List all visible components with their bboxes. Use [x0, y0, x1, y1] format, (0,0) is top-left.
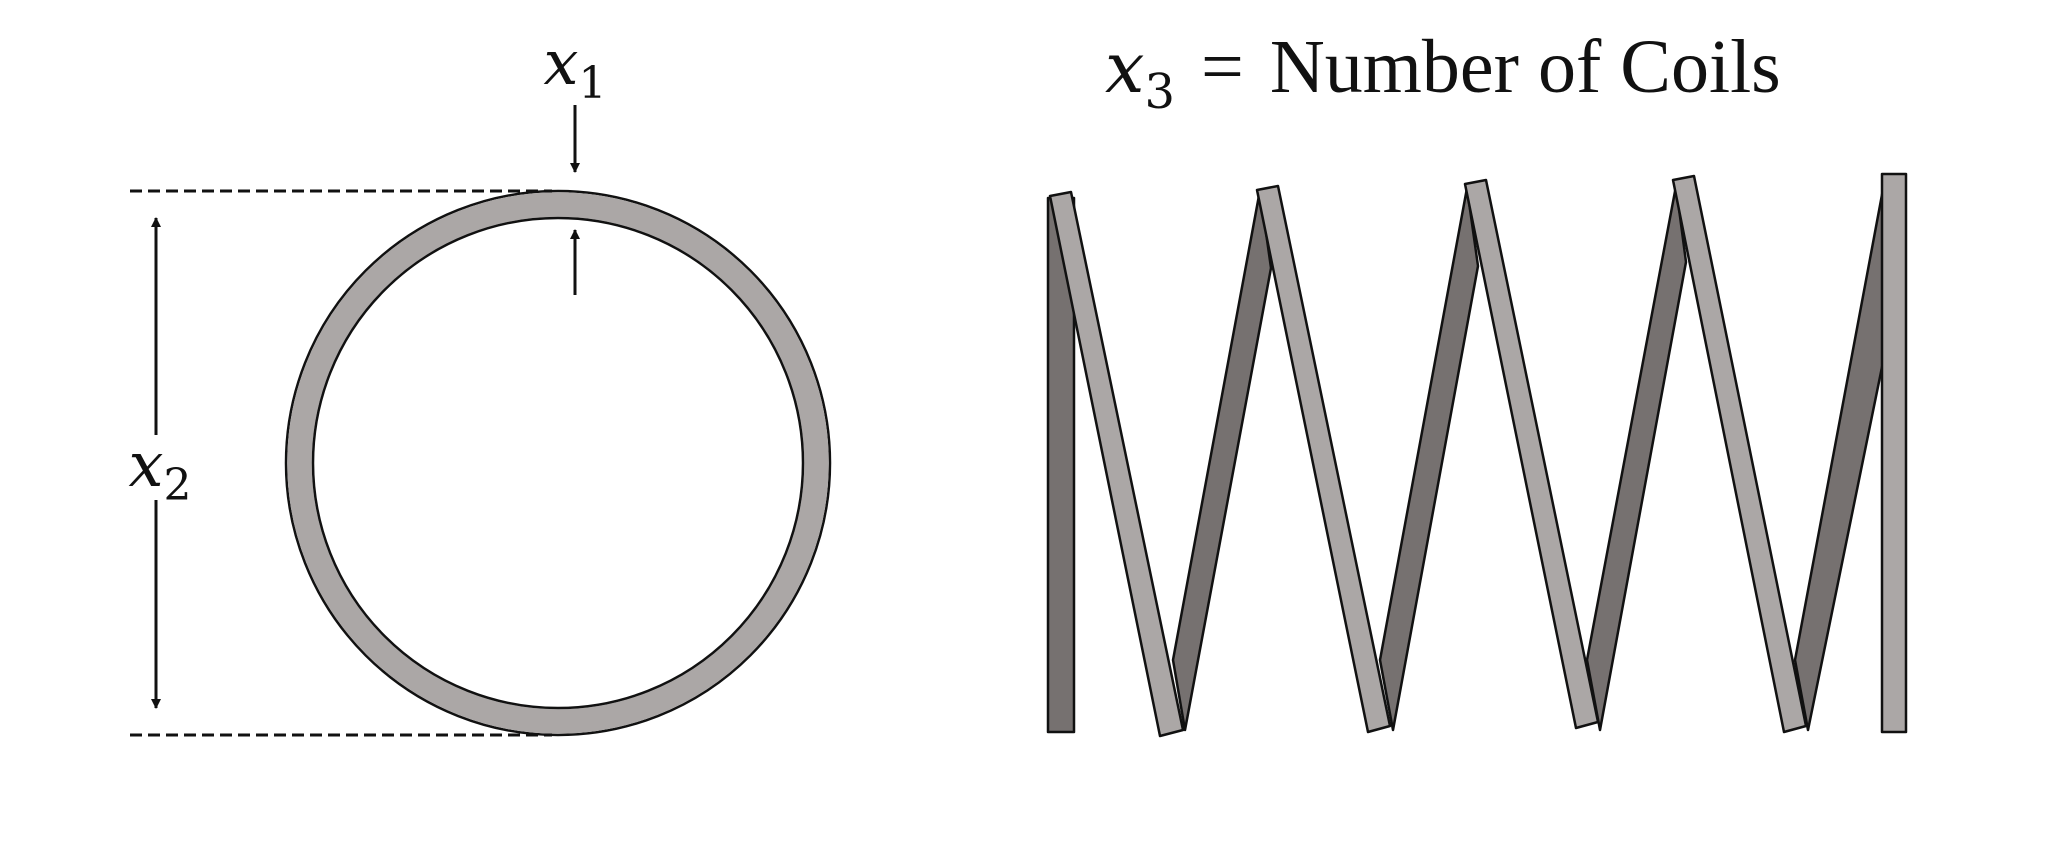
front-coil-end-bar: [1882, 174, 1906, 732]
coil-diameter-label: x2: [128, 428, 192, 511]
front-coil-bar-4: [1673, 176, 1806, 732]
front-coil-bar-3: [1465, 180, 1598, 728]
back-coil-bar-3: [1380, 188, 1478, 730]
cross-section-view: [129, 26, 830, 735]
back-coil-bar-2: [1173, 190, 1271, 730]
back-coil-bar-4: [1587, 186, 1686, 730]
spring-side-view: [1048, 25, 1906, 736]
coil-count-label: x3 = Number of Coils: [1105, 25, 1781, 120]
wire-thickness-label: x1: [543, 26, 607, 109]
back-coil-bar-5: [1795, 184, 1892, 730]
front-coil-bar-2: [1257, 186, 1390, 732]
wire-ring-inner: [313, 218, 803, 708]
